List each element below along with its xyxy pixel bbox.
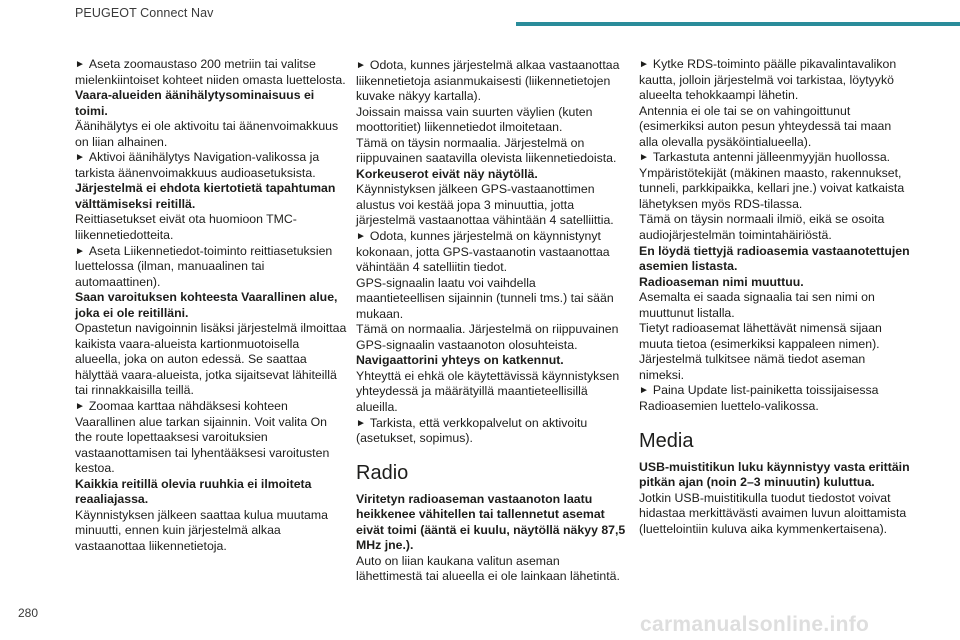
arrow-bullet-icon: ► bbox=[639, 385, 649, 397]
body-text bbox=[356, 276, 628, 323]
problem-statement bbox=[639, 275, 911, 291]
arrow-bullet-icon: ► bbox=[356, 231, 366, 243]
problem-statement bbox=[75, 88, 347, 119]
instruction-step bbox=[75, 57, 347, 88]
block-text: Joissain maissa vain suurten väylien (kuten moottoritiet) liikennetiedot ilmoitetaan. bbox=[356, 104, 593, 135]
arrow-bullet-icon: ► bbox=[75, 401, 85, 413]
problem-statement bbox=[639, 244, 911, 275]
block-text: Järjestelmä ei ehdota kiertotietä tapahtuman välttämiseksi reitillä. bbox=[75, 181, 336, 211]
block-text: Aseta zoomaustaso 200 metriin tai valitse mielenkiintoiset kohteet niiden omasta luettelosta. bbox=[75, 57, 346, 87]
body-text bbox=[75, 212, 347, 243]
block-text: Navigaattorini yhteys on katkennut. bbox=[356, 353, 564, 368]
block-text: Reittiasetukset eivät ota huomioon TMC-liikennetiedotteita. bbox=[75, 212, 297, 243]
block-text: Opastetun navigoinnin lisäksi järjestelmä ilmoittaa kaikista vaara-alueista kartionmuotoisella alueella, joka on auton edessä. Se saattaa hälyttää vaara-alueista, jotka sijaitsevat lähiteillä tai rinnakkaisilla teillä. bbox=[75, 321, 347, 398]
block-text: Kaikkia reitillä olevia ruuhkia ei ilmoiteta reaaliajassa. bbox=[75, 476, 312, 507]
block-text: Korkeuserot eivät näy näytöllä. bbox=[356, 166, 538, 181]
block-text: Odota, kunnes järjestelmä on käynnistynyt kokonaan, jotta GPS-vastaanotin vastaanottaa vähintään 4 satelliitin tiedot. bbox=[356, 229, 610, 275]
arrow-bullet-icon: ► bbox=[356, 417, 366, 429]
text-column-1 bbox=[75, 57, 347, 555]
instruction-step bbox=[356, 416, 628, 447]
instruction-step bbox=[639, 57, 911, 104]
block-text: Tämä on täysin normaali ilmiö, eikä se osoita audiojärjestelmän toimintahäiriöstä. bbox=[639, 212, 885, 243]
problem-statement bbox=[75, 181, 347, 212]
block-text: Radioaseman nimi muuttuu. bbox=[639, 274, 804, 289]
block-text: Viritetyn radioaseman vastaanoton laatu heikkenee vähitellen tai tallennetut asemat eivät toimi (ääntä ei kuulu, näytöllä näkyy 87,5 MHz jne.). bbox=[356, 491, 626, 553]
arrow-bullet-icon: ► bbox=[75, 245, 85, 257]
body-text bbox=[356, 554, 628, 585]
block-text: Kytke RDS-toiminto päälle pikavalintavalikon kautta, jolloin järjestelmä voi tarkistaa, löytyykö alueelta tehokkaampi lähetin. bbox=[639, 57, 897, 103]
block-text: GPS-signaalin laatu voi vaihdella maantieteellisen sijainnin (tunneli tms.) tai sään mukaan. bbox=[356, 275, 614, 321]
block-text: Käynnistyksen jälkeen GPS-vastaanottimen alustus voi kestää jopa 3 minuuttia, jotta järjestelmä vastaanottaa vähintään 4 satelliittia. bbox=[356, 182, 614, 228]
block-text: Käynnistyksen jälkeen saattaa kulua muutama minuutti, ennen kuin järjestelmä alkaa vastaanottaa liikennetietoja. bbox=[75, 507, 328, 553]
block-text: Äänihälytys ei ole aktivoitu tai äänenvoimakkuus on liian alhainen. bbox=[75, 119, 339, 149]
block-text: Paina Update list-painiketta toissijaisessa Radioasemien luettelo-valikossa. bbox=[639, 383, 879, 414]
block-text: Aseta Liikennetiedot-toiminto reittiasetuksien luettelossa (ilman, manuaalinen tai automaattinen). bbox=[75, 243, 333, 289]
block-text: Aktivoi äänihälytys Navigation-valikossa ja tarkista äänenvoimakkuus audioasetuksista. bbox=[75, 150, 320, 180]
body-text bbox=[639, 104, 911, 151]
body-text bbox=[639, 166, 911, 213]
block-text: Vaara-alueiden äänihälytysominaisuus ei toimi. bbox=[75, 88, 315, 118]
body-text bbox=[356, 105, 628, 136]
body-text bbox=[639, 491, 911, 538]
section-heading bbox=[356, 461, 628, 485]
problem-statement bbox=[356, 353, 628, 369]
arrow-bullet-icon: ► bbox=[75, 152, 85, 164]
text-column-3 bbox=[639, 57, 911, 537]
block-text: Auto on liian kaukana valitun aseman lähettimestä tai alueella ei ole lainkaan lähetintä. bbox=[356, 553, 620, 584]
problem-statement bbox=[356, 492, 628, 554]
block-text: Saan varoituksen kohteesta Vaarallinen alue, joka ei ole reitilläni. bbox=[75, 290, 338, 320]
block-text: Tarkista, että verkkopalvelut on aktivoitu (asetukset, sopimus). bbox=[356, 415, 588, 446]
block-text: Radio bbox=[356, 461, 409, 484]
body-text bbox=[75, 321, 347, 399]
instruction-step bbox=[639, 150, 911, 166]
section-heading bbox=[639, 429, 911, 453]
block-text: Tietyt radioasemat lähettävät nimensä sijaan muuta tietoa (esimerkiksi kappaleen nimen). Järjestelmä tulkitsee nämä tiedot aseman nimeksi. bbox=[639, 321, 882, 382]
arrow-bullet-icon: ► bbox=[75, 59, 85, 70]
header-title: PEUGEOT Connect Nav bbox=[75, 6, 214, 20]
block-text: Media bbox=[639, 429, 694, 452]
header-accent-bar bbox=[516, 22, 960, 26]
body-text bbox=[356, 369, 628, 416]
body-text bbox=[639, 212, 911, 243]
block-text: Odota, kunnes järjestelmä alkaa vastaanottaa liikennetietoja asianmukaisesti (liikennetietojen kuvake näkyy kartalla). bbox=[356, 58, 620, 104]
body-text bbox=[356, 322, 628, 353]
instruction-step bbox=[75, 150, 347, 181]
instruction-step bbox=[75, 244, 347, 291]
problem-statement bbox=[75, 290, 347, 321]
instruction-step bbox=[356, 229, 628, 276]
instruction-step bbox=[639, 383, 911, 414]
body-text bbox=[639, 290, 911, 321]
problem-statement bbox=[639, 460, 911, 491]
page-number: 280 bbox=[18, 606, 39, 620]
block-text: Tarkastuta antenni jälleenmyyjän huollossa. bbox=[652, 150, 891, 165]
body-text bbox=[356, 136, 628, 167]
block-text: Asemalta ei saada signaalia tai sen nimi on muuttunut listalla. bbox=[639, 290, 875, 320]
watermark: carmanualsonline.info bbox=[640, 613, 870, 636]
block-text: Ympäristötekijät (mäkinen maasto, rakennukset, tunneli, parkkipaikka, kellari jne.) voivat katkaista lähetyksen myös RDS-tilassa. bbox=[639, 165, 905, 211]
instruction-step bbox=[356, 58, 628, 105]
block-text: Tämä on normaalia. Järjestelmä on riippuvainen GPS-signaalin vastaanoton olosuhteista. bbox=[356, 322, 619, 352]
arrow-bullet-icon: ► bbox=[639, 59, 649, 70]
body-text bbox=[75, 508, 347, 555]
problem-statement bbox=[75, 477, 347, 508]
arrow-bullet-icon: ► bbox=[639, 152, 649, 164]
block-text: Jotkin USB-muistitikulla tuodut tiedostot voivat hidastaa merkittävästi avaimen luvun aloittamista (luettelointiin kuluva aika kymmenkertaisena). bbox=[639, 490, 907, 536]
block-text: Antennia ei ole tai se on vahingoittunut (esimerkiksi auton pesun yhteydessä tai maan alla olevalla pysäköintialueella). bbox=[639, 103, 892, 149]
text-column-2 bbox=[356, 58, 628, 585]
body-text bbox=[75, 119, 347, 150]
block-text: En löydä tiettyjä radioasemia vastaanotettujen asemien listasta. bbox=[639, 243, 910, 274]
body-text bbox=[356, 182, 628, 229]
arrow-bullet-icon: ► bbox=[356, 60, 366, 71]
block-text: Zoomaa karttaa nähdäksesi kohteen Vaarallinen alue tarkan sijainnin. Voit valita On the route lopettaaksesi varoituksien vastaanottamisen tai lyhentääksesi varoitusten kestoa. bbox=[75, 399, 330, 476]
instruction-step bbox=[75, 399, 347, 477]
problem-statement bbox=[356, 167, 628, 183]
block-text: USB-muistitikun luku käynnistyy vasta erittäin pitkän ajan (noin 2–3 minuutin) kuluttua. bbox=[639, 459, 910, 490]
body-text bbox=[639, 321, 911, 383]
block-text: Tämä on täysin normaalia. Järjestelmä on riippuvainen saatavilla olevista liikennetiedoista. bbox=[356, 135, 617, 166]
block-text: Yhteyttä ei ehkä ole käytettävissä käynnistyksen yhteydessä ja määrätyillä maantieteellisillä alueilla. bbox=[356, 368, 620, 415]
